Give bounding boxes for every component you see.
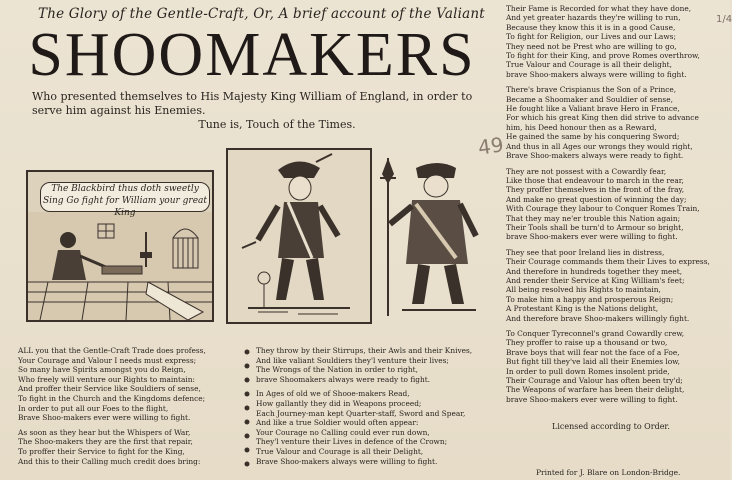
verse-line: Who freely will venture our Rights to maintain: bbox=[18, 374, 196, 384]
stanza bbox=[506, 167, 724, 242]
left-panel bbox=[8, 4, 505, 476]
stanza bbox=[506, 85, 724, 160]
verse-line: Like those that endeavour to march in the rear, bbox=[506, 175, 684, 185]
verse-line: brave Shoo-makers ever were willing to fight. bbox=[506, 394, 678, 404]
verse-line: To make him a happy and prosperous Reign; bbox=[506, 294, 674, 304]
stanza bbox=[256, 389, 486, 466]
verse-line: brave Shoomakers always were ready to fight. bbox=[256, 374, 431, 384]
verse-line: To fight for their King, and prove Romes overthrow, bbox=[506, 51, 700, 61]
verse-line: There's brave Crispianus the Son of a Prince, bbox=[506, 85, 677, 95]
poem-left-column-1 bbox=[18, 346, 238, 471]
verse-line: They proffer themselves in the front of the fray, bbox=[506, 185, 685, 195]
ornamental-divider bbox=[243, 346, 251, 476]
verse-line: For which his great King then did strive to advance bbox=[506, 113, 699, 123]
verse-line: As soon as they hear but the Whispers of War, bbox=[18, 427, 191, 437]
verse-line: Brave Shoo-makers always were willing to fight. bbox=[256, 456, 438, 466]
stanza bbox=[18, 428, 238, 466]
verse-line: Their Courage and Valour has often been try'd; bbox=[506, 376, 683, 386]
verse-line: And this to their Calling much credit does bring: bbox=[18, 456, 201, 466]
title-top: The Glory of the Gentle-Craft, Or, A brief account of the Valiant bbox=[38, 6, 485, 22]
verse-line: To fight for Religion, our Lives and our Laws; bbox=[506, 32, 676, 42]
verse-line: With Courage they labour to Conquer Romes Train, bbox=[506, 204, 700, 214]
right-panel bbox=[506, 4, 732, 477]
verse-line: Brave Shoo-makers always were ready to fight. bbox=[506, 151, 684, 161]
verse-line: him, his Deed honour then as a Reward, bbox=[506, 122, 657, 132]
verse-line: And make no great question of winning the day; bbox=[506, 194, 687, 204]
verse-line: The Shoo-makers they are the first that repair, bbox=[18, 437, 193, 447]
woodcut-soldier bbox=[226, 148, 372, 324]
handwritten-annotation: 49 bbox=[476, 132, 505, 160]
verse-line: Brave Shoo-makers ever were willing to fight. bbox=[18, 413, 191, 423]
verse-line: Your Courage no Calling could ever run down, bbox=[256, 427, 430, 437]
licensed-line: Licensed according to Order. bbox=[552, 422, 670, 431]
verse-line: They see that poor Ireland lies in distress, bbox=[506, 247, 665, 257]
stanza bbox=[18, 346, 238, 423]
verse-line: Their Fame is Recorded for what they have done, bbox=[506, 4, 692, 13]
verse-line: And therefore in hundreds together they meet, bbox=[506, 266, 683, 276]
verse-line: But fight till they've laid all their Enemies low, bbox=[506, 357, 680, 367]
printer-imprint: Printed for J. Blare on London-Bridge. bbox=[536, 468, 681, 477]
poem-right-column bbox=[506, 4, 724, 410]
verse-line: And proffer their Service like Souldiers of sense, bbox=[18, 384, 201, 394]
verse-line: Their Courage commands them their Lives to express, bbox=[506, 257, 710, 267]
verse-line: Became a Shoomaker and Souldier of sense, bbox=[506, 94, 673, 104]
verse-line: brave Shoo-makers ever were willing to fight. bbox=[506, 232, 678, 242]
verse-line: Their Tools shall be turn'd to Armour so bright, bbox=[506, 222, 684, 232]
verse-line: ALL you that the Gentle-Craft Trade does profess, bbox=[18, 346, 206, 355]
verse-line: And thus in all Ages our wrongs they would right, bbox=[506, 141, 693, 151]
soldier-illustration bbox=[228, 150, 370, 322]
woodcut-shoemaker bbox=[26, 170, 214, 322]
verse-line: To proffer their Service to fight for the King, bbox=[18, 446, 185, 456]
verse-line: To fight in the Church and the Kingdoms defence; bbox=[18, 393, 206, 403]
verse-line: Because they know this it is in a good Cause, bbox=[506, 22, 676, 32]
verse-line: They are not possest with a Cowardly fear, bbox=[506, 166, 667, 176]
verse-line: And yet greater hazards they're willing to run, bbox=[506, 13, 681, 23]
verse-line: That they may ne'er trouble this Nation again; bbox=[506, 213, 681, 223]
poem-left-column-2 bbox=[256, 346, 486, 471]
subtitle bbox=[32, 90, 482, 132]
stanza bbox=[506, 248, 724, 323]
verse-line: He gained the same by his conquering Sword; bbox=[506, 132, 680, 142]
verse-line: They'l venture their Lives in defence of the Crown; bbox=[256, 437, 448, 447]
verse-line: And render their Service at King William's feet; bbox=[506, 275, 685, 285]
verse-line: Brave boys that will fear not the face of a Foe, bbox=[506, 347, 680, 357]
verse-line: And like valiant Souldiers they'l venture their lives; bbox=[256, 355, 449, 365]
verse-line: brave Shoo-makers always were willing to fight. bbox=[506, 69, 687, 79]
tune-line: Tune is, Touch of the Times. bbox=[198, 118, 356, 131]
title-shoomakers: SHOOMAKERS bbox=[28, 21, 476, 89]
verse-line: He fought like a Valiant brave Hero in France, bbox=[506, 104, 680, 114]
verse-line: In Ages of old we of Shooe-makers Read, bbox=[256, 389, 410, 399]
verse-line: True Valour and Courage is all their delight, bbox=[506, 60, 672, 70]
verse-line: The Wrongs of the Nation in order to right, bbox=[256, 365, 418, 375]
verse-line: They need not be Prest who are willing to go, bbox=[506, 41, 677, 51]
woodcut-halberdier bbox=[372, 154, 492, 322]
verse-line: A Protestant King is the Nations delight, bbox=[506, 304, 659, 314]
halberdier-illustration bbox=[372, 154, 492, 322]
verse-line: They throw by their Stirrups, their Awls and their Knives, bbox=[256, 346, 473, 355]
stanza bbox=[256, 346, 486, 384]
verse-line: All being resolved his Rights to maintain, bbox=[506, 285, 661, 295]
verse-line: They proffer to raise up a thousand or two, bbox=[506, 338, 668, 348]
verse-line: And therefore brave Shoo-makers willingly fight. bbox=[506, 313, 690, 323]
stanza bbox=[506, 329, 724, 404]
verse-line: The Weapons of warfare has been their delight, bbox=[506, 385, 685, 395]
verse-line: True Valour and Courage is all their Delight, bbox=[256, 446, 424, 456]
pencil-mark: 1/4 bbox=[716, 14, 732, 25]
verse-line: How gallantly they did in Weapons proceed; bbox=[256, 398, 422, 408]
woodcut-banner: The Blackbird thus doth sweetly Sing Go fight for William your great King bbox=[40, 182, 210, 212]
verse-line: In order to pull down Romes insolent pride, bbox=[506, 366, 670, 376]
stanza bbox=[506, 4, 724, 79]
verse-line: Each Journey-man kept Quarter-staff, Sword and Spear, bbox=[256, 408, 466, 418]
verse-line: So many have Spirits amongst you do Reign, bbox=[18, 365, 186, 375]
verse-line: And like a true Soldier would often appear: bbox=[256, 418, 419, 428]
verse-line: Your Courage and Valour I needs must express; bbox=[18, 355, 197, 365]
subtitle-text: Who presented themselves to His Majesty King William of England, in order to serve him against his Enemies. bbox=[32, 90, 473, 117]
verse-line: In order to put all our Foes to the flight, bbox=[18, 403, 169, 413]
verse-line: To Conquer Tyreconnel's grand Cowardly crew, bbox=[506, 329, 685, 338]
